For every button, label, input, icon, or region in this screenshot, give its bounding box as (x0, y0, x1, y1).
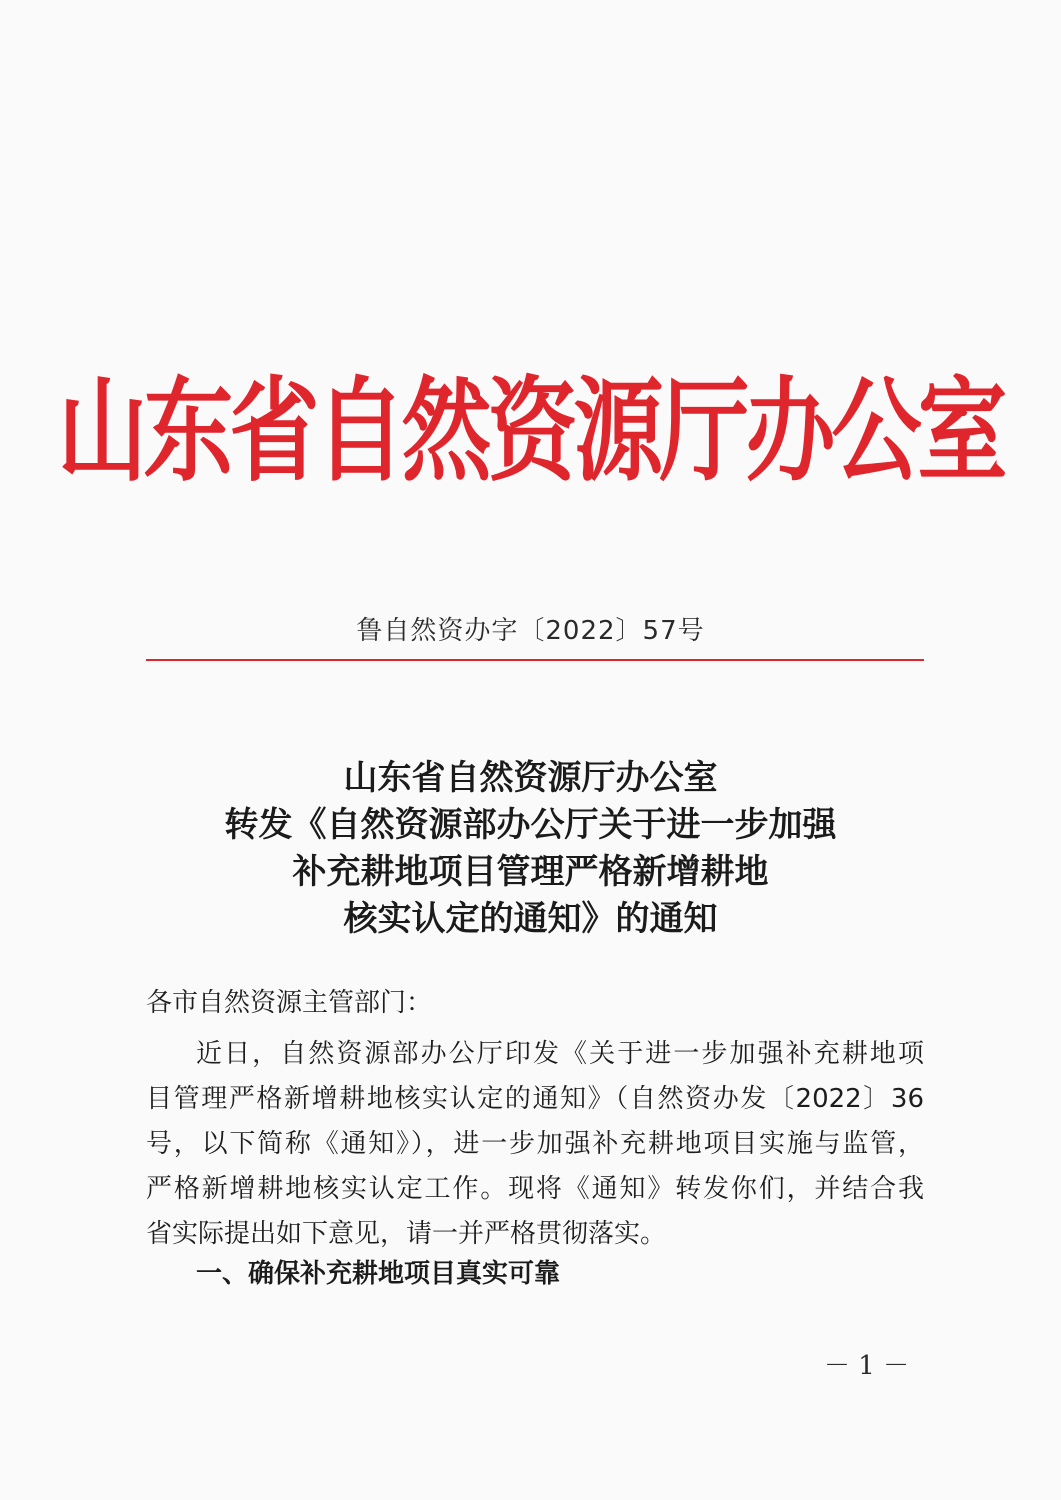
paragraph-line: 严格新增耕地核实认定工作。现将《通知》转发你们，并结合我 (146, 1174, 924, 1204)
paragraph-line: 号，以下简称《通知》），进一步加强补充耕地项目实施与监管， (146, 1129, 924, 1159)
title-line: 核实认定的通知》的通知 (343, 899, 718, 939)
issuing-office-header: 山东省自然资源厅办公室 (57, 365, 1004, 498)
paragraph-line: 目管理严格新增耕地核实认定的通知》（自然资办发〔2022〕36 (146, 1084, 924, 1114)
title-line: 补充耕地项目管理严格新增耕地 (292, 852, 769, 892)
paragraph-line: 省实际提出如下意见，请一并严格贯彻落实。 (146, 1219, 667, 1249)
red-divider-line (146, 659, 924, 661)
salutation: 各市自然资源主管部门： (146, 988, 433, 1018)
title-line: 山东省自然资源厅办公室 (343, 758, 718, 798)
page-number: － 1 － (824, 1351, 910, 1381)
paragraph-line: 近日，自然资源部办公厅印发《关于进一步加强补充耕地项 (196, 1039, 924, 1069)
title-line: 转发《自然资源部办公厅关于进一步加强 (224, 805, 837, 845)
document-title (0, 755, 1061, 943)
section-heading: 一、确保补充耕地项目真实可靠 (196, 1259, 561, 1289)
document-number: 鲁自然资办字〔2022〕57号 (356, 616, 705, 646)
